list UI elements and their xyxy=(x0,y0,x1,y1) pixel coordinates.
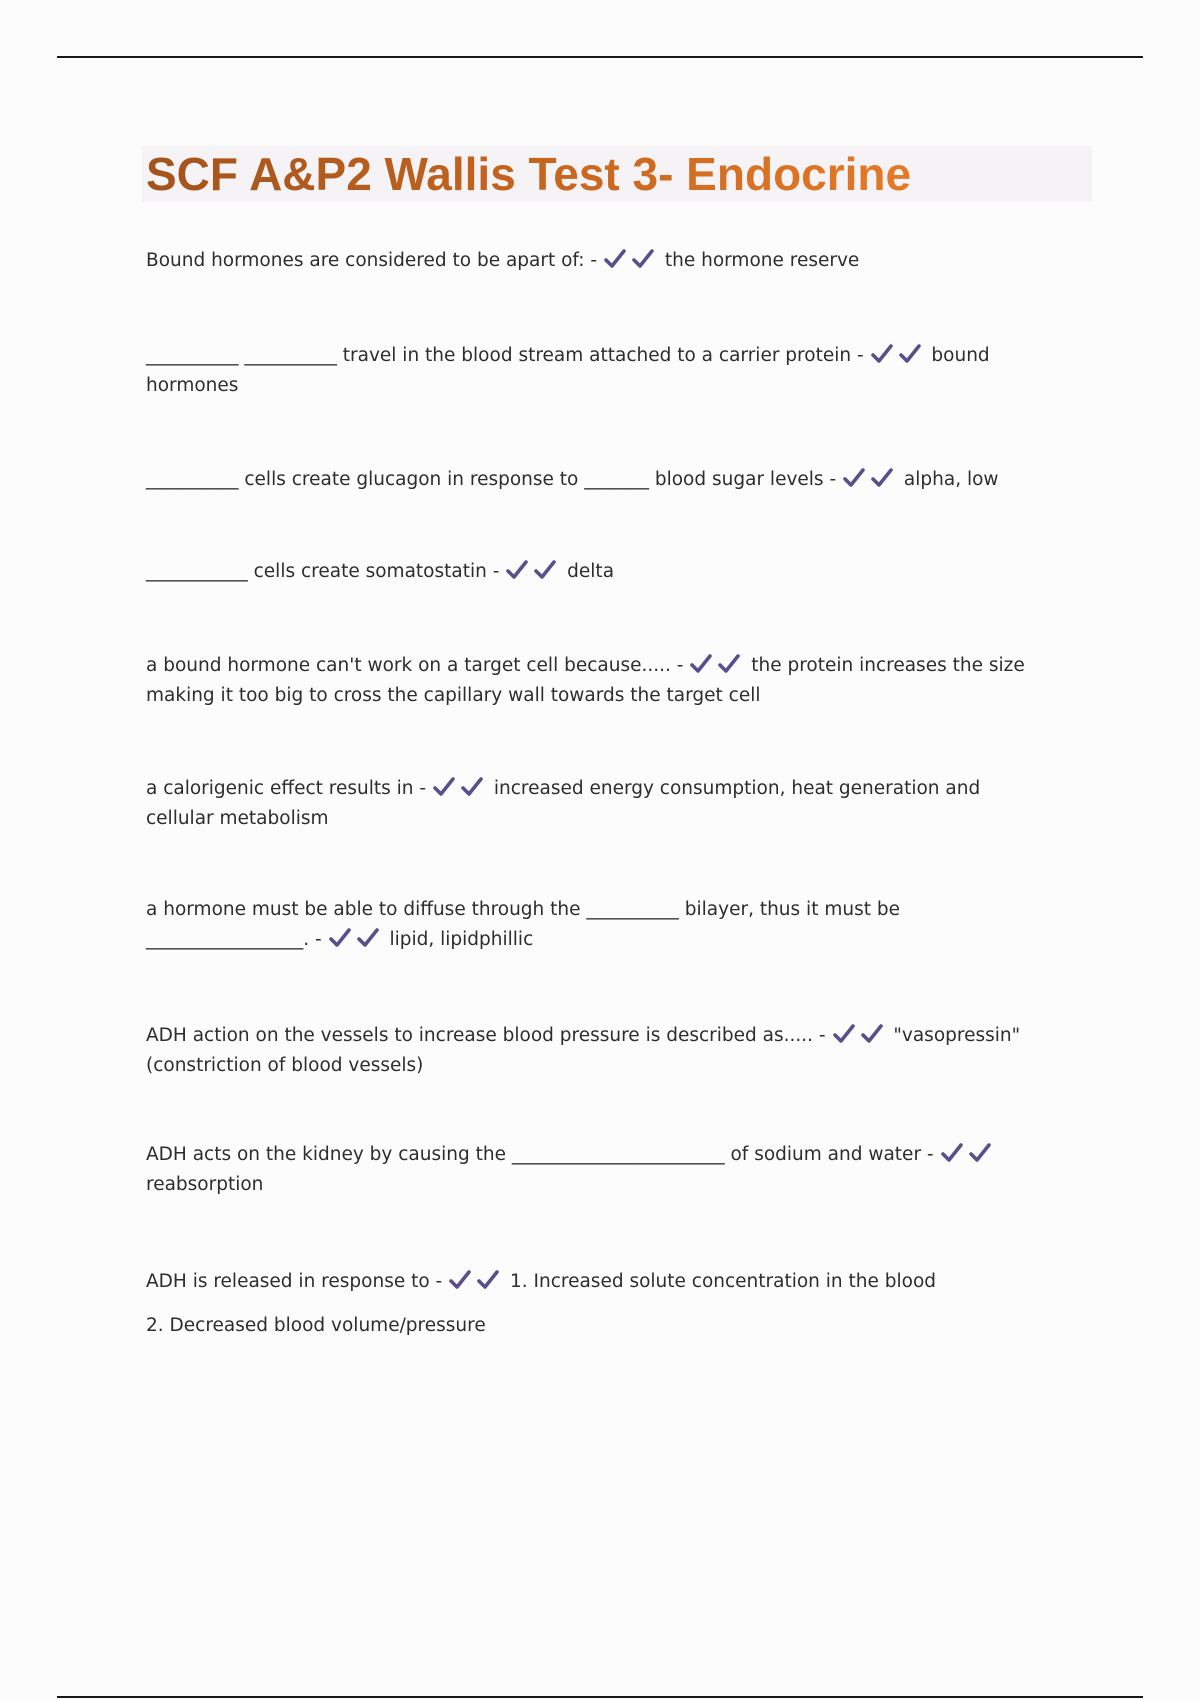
checkmark-icon xyxy=(505,559,529,581)
answer-marker xyxy=(505,557,561,587)
checkmark-icon xyxy=(717,653,741,675)
answer-marker xyxy=(842,465,898,495)
footer-rule xyxy=(57,1696,1143,1698)
answer-text-line2: 2. Decreased blood volume/pressure xyxy=(146,1315,486,1336)
answer-marker xyxy=(689,651,745,681)
checkmark-icon xyxy=(860,1023,884,1045)
checkmark-icon xyxy=(432,776,456,798)
answer-text: alpha, low xyxy=(903,469,999,490)
checkmark-icon xyxy=(898,343,922,365)
answer-marker xyxy=(870,341,926,371)
question-text: ADH acts on the kidney by causing the _______________________ of sodium and water - xyxy=(146,1144,934,1165)
question-text: a hormone must be able to diffuse through the __________ bilayer, thus it must be _________________. - xyxy=(146,899,900,950)
document-title: SCF A&P2 Wallis Test 3- Endocrine xyxy=(146,148,912,200)
question-text: ADH action on the vessels to increase blood pressure is described as..... - xyxy=(146,1025,826,1046)
checkmark-icon xyxy=(476,1269,500,1291)
answer-marker xyxy=(432,774,488,804)
answer-marker xyxy=(448,1267,504,1297)
header-rule xyxy=(57,56,1143,58)
question-text: ___________ cells create somatostatin - xyxy=(146,561,500,582)
checkmark-icon xyxy=(631,248,655,270)
answer-text: the hormone reserve xyxy=(664,250,860,271)
checkmark-icon xyxy=(940,1142,964,1164)
checkmark-icon xyxy=(968,1142,992,1164)
answer-text: "vasopressin" (constriction of blood vessels) xyxy=(146,1025,1021,1076)
question-text: __________ cells create glucagon in response to _______ blood sugar levels - xyxy=(146,469,837,490)
checkmark-icon xyxy=(842,467,866,489)
answer-marker xyxy=(940,1140,996,1170)
answer-text: increased energy consumption, heat generation and cellular metabolism xyxy=(146,778,981,829)
flashcard-item xyxy=(146,465,1086,495)
question-text: __________ __________ travel in the blood stream attached to a carrier protein - xyxy=(146,345,864,366)
flashcard-item xyxy=(146,246,1086,276)
flashcard-item xyxy=(146,1267,1086,1341)
question-text: Bound hormones are considered to be apart of: - xyxy=(146,250,598,271)
checkmark-icon xyxy=(689,653,713,675)
checkmark-icon xyxy=(356,927,380,949)
answer-text: lipid, lipidphillic xyxy=(389,929,534,950)
checkmark-icon xyxy=(870,467,894,489)
answer-marker xyxy=(832,1021,888,1051)
flashcard-item xyxy=(146,895,946,955)
checkmark-icon xyxy=(603,248,627,270)
question-text: ADH is released in response to - xyxy=(146,1271,443,1292)
question-text: a calorigenic effect results in - xyxy=(146,778,427,799)
checkmark-icon xyxy=(533,559,557,581)
flashcard-item xyxy=(146,341,1016,401)
flashcard-item xyxy=(146,557,1086,587)
checkmark-icon xyxy=(832,1023,856,1045)
answer-text: 1. Increased solute concentration in the blood xyxy=(510,1271,937,1292)
answer-text: bound hormones xyxy=(146,345,990,396)
answer-marker xyxy=(328,925,384,955)
flashcard-item xyxy=(146,1140,996,1200)
checkmark-icon xyxy=(448,1269,472,1291)
flashcard-item xyxy=(146,774,1046,834)
answer-text: reabsorption xyxy=(146,1174,264,1195)
question-text: a bound hormone can't work on a target cell because..... - xyxy=(146,655,684,676)
checkmark-icon xyxy=(328,927,352,949)
flashcard-item xyxy=(146,651,1086,711)
checkmark-icon xyxy=(460,776,484,798)
answer-text: delta xyxy=(567,561,615,582)
answer-text: the protein increases the size making it too big to cross the capillary wall towards the target cell xyxy=(146,655,1025,706)
flashcard-item xyxy=(146,1021,1026,1081)
checkmark-icon xyxy=(870,343,894,365)
answer-marker xyxy=(603,246,659,276)
